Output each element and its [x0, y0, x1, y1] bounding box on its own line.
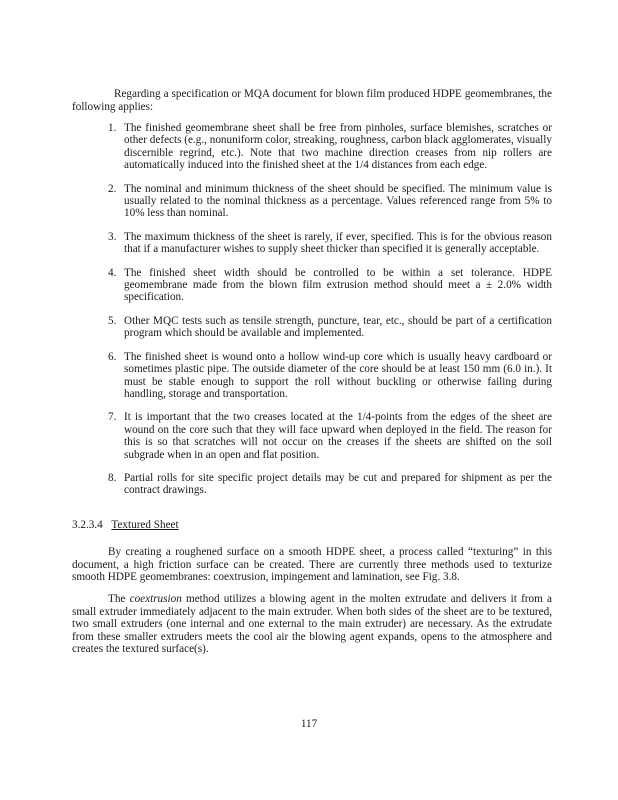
list-item-number: 6. — [108, 350, 117, 363]
section-number: 3.2.3.4 — [72, 519, 103, 531]
list-item-text: It is important that the two creases located at the 1/4-points from the edges of the sheet are wound on the core such that they will face upward when deployed in the field. The reason for this is so that scratches will not occur on the creases if the sheets are shifted on the soil subgrade when in an open and flat position. — [124, 411, 552, 461]
list-item-text: The maximum thickness of the sheet is rarely, if ever, specified. This is for the obvious reason that if a manufacturer wishes to supply sheet thicker than specified it is generally acceptable. — [124, 230, 552, 256]
list-item — [108, 267, 552, 304]
section-heading — [72, 519, 179, 532]
texturing-paragraph: By creating a roughened surface on a smooth HDPE sheet, a process called “texturing” in this document, a high friction surface can be created. There are currently three methods used to texturize smooth HDPE geomembranes: coextrusion, impingement and lamination, see Fig. 3.8. — [72, 546, 552, 584]
coextrusion-body: method utilizes a blowing agent in the molten extrudate and delivers it from a small extruder immediately adjacent to the main extruder. When both sides of the sheet are to be textured, two small extruders (one internal and one external to the main extruder) are necessary. As the extrudate from these smaller extruders meets the cool air the blowing agent expands, opens to the atmosphere and creates the textured surface(s). — [72, 593, 552, 656]
coextrusion-paragraph — [72, 593, 552, 656]
page-number: 117 — [300, 718, 318, 730]
list-item-text: The finished sheet width should be controlled to be within a set tolerance. HDPE geomembrane made from the blown film extrusion method should meet a ± 2.0% width specification. — [124, 266, 552, 304]
list-item-number: 2. — [108, 182, 117, 195]
list-item-number: 1. — [108, 122, 117, 134]
list-item-text: Partial rolls for site specific project details may be cut and prepared for shipment as per the contract drawings. — [124, 471, 552, 497]
section-title: Textured Sheet — [111, 519, 179, 531]
list-item — [108, 231, 552, 256]
list-item-text: The nominal and minimum thickness of the sheet should be specified. The minimum value is usually related to the nominal thickness as a percentage. Values referenced range from 5% to 10% less than nominal. — [124, 182, 552, 220]
list-item-number: 5. — [108, 314, 117, 327]
list-item — [108, 472, 552, 497]
list-item — [108, 315, 552, 340]
coextrusion-lead: The — [108, 593, 130, 605]
list-item-text: Other MQC tests such as tensile strength, puncture, tear, etc., should be part of a certification program which should be available and implemented. — [124, 314, 552, 340]
list-item-number: 3. — [108, 230, 117, 243]
coextrusion-term: coextrusion — [129, 593, 182, 605]
list-item — [108, 122, 552, 172]
requirements-list — [108, 122, 552, 508]
list-item — [108, 411, 552, 461]
list-item-text: The finished geomembrane sheet shall be free from pinholes, surface blemishes, scratches or other defects (e.g., nonuniform color, streaking, roughness, carbon black agglomerates, visually discernible regrind, etc.). Note that two machine direction creases from nip rollers are automatically induced into the finished sheet at the 1/4 distances from each edge. — [124, 122, 552, 172]
list-item-number: 4. — [108, 266, 117, 279]
list-item — [108, 351, 552, 401]
list-item-number: 8. — [108, 471, 117, 484]
list-item — [108, 183, 552, 220]
list-item-text: The finished sheet is wound onto a hollow wind-up core which is usually heavy cardboard or sometimes plastic pipe. The outside diameter of the core should be at least 150 mm (6.0 in.). It must be stable enough to support the roll without buckling or otherwise failing during handling, storage and transportation. — [124, 350, 552, 400]
intro-paragraph: Regarding a specification or MQA document for blown film produced HDPE geomembranes, the following applies: — [72, 88, 552, 113]
list-item-number: 7. — [108, 411, 117, 424]
